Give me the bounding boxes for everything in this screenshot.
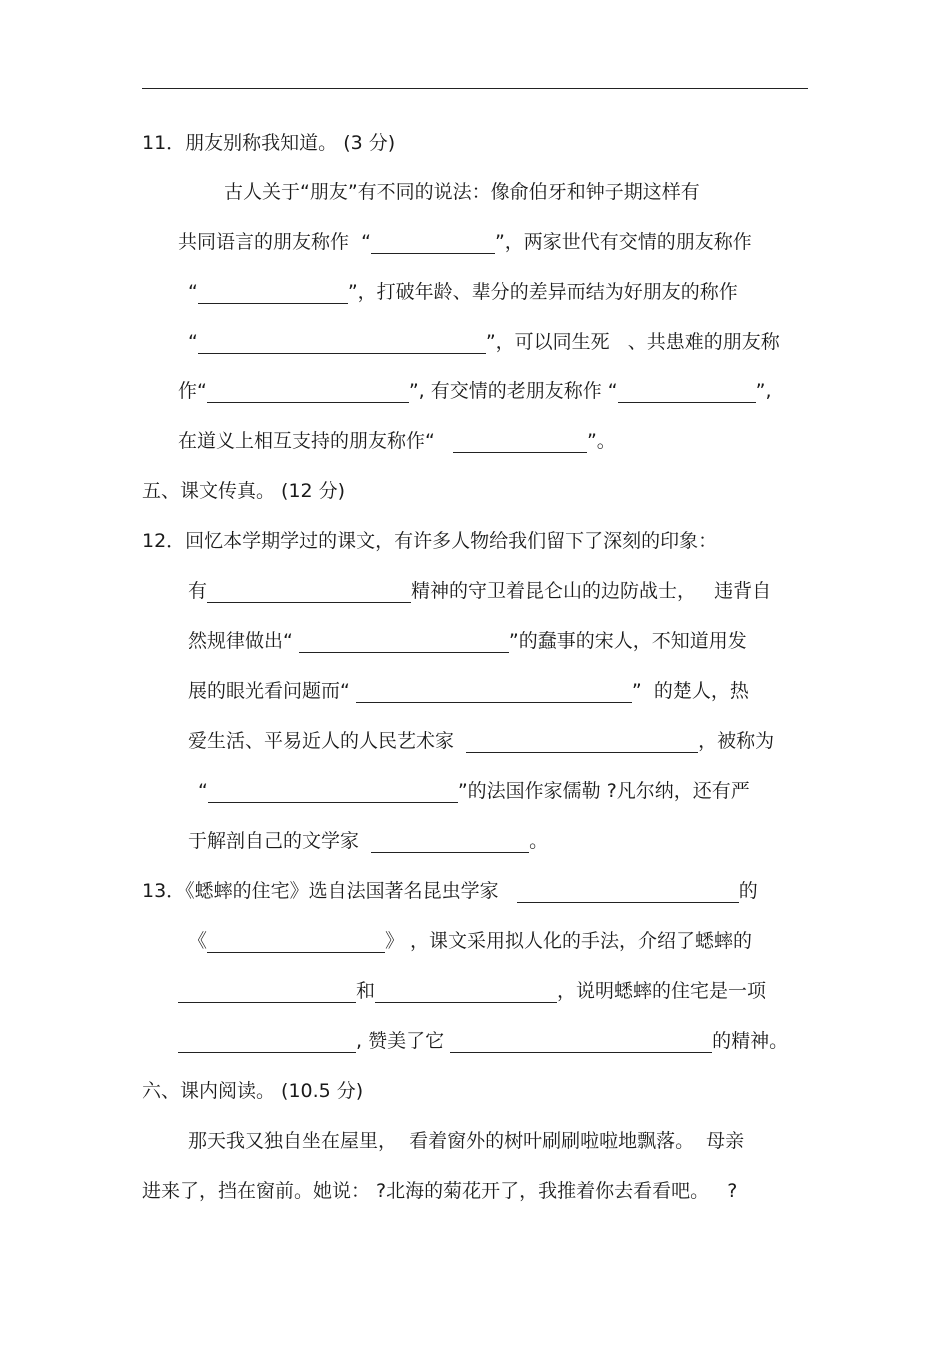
- q11-line-4: “ ”，可以同生死 、共患难的朋友称: [188, 331, 780, 353]
- answer-blank[interactable]: [371, 832, 529, 853]
- q13-line-1: 13．《蟋蟀的住宅》选自法国著名昆虫学家 的: [142, 880, 758, 902]
- answer-blank[interactable]: [207, 582, 411, 603]
- q12-line-6: 于解剖自己的文学家 。: [188, 830, 549, 852]
- answer-blank[interactable]: [198, 283, 348, 304]
- q11-header: 11．朋友别称我知道。 (3 分): [142, 132, 396, 154]
- answer-blank[interactable]: [375, 982, 557, 1003]
- answer-blank[interactable]: [299, 632, 509, 653]
- q13-line-4: , 赞美了它 的精神。: [178, 1029, 788, 1053]
- answer-blank[interactable]: [466, 732, 698, 753]
- q12-line-1: 有 精神的守卫着昆仑山的边防战士， 违背自: [188, 580, 772, 602]
- answer-blank[interactable]: [517, 882, 739, 903]
- q11-line-2: 共同语言的朋友称作 “ ”，两家世代有交情的朋友称作: [178, 231, 752, 253]
- reading-paragraph-line-2: 进来了，挡在窗前。她说： ?北海的菊花开了，我推着你去看看吧。 ?: [142, 1180, 738, 1202]
- answer-blank[interactable]: [207, 382, 409, 403]
- answer-blank[interactable]: [453, 432, 587, 453]
- q11-line-6: 在道义上相互支持的朋友称作“ ”。: [178, 430, 616, 452]
- q11-line-3: “ ”，打破年龄、辈分的差异而结为好朋友的称作: [188, 281, 738, 303]
- q12-line-5: “ ”的法国作家儒勒 ?凡尔纳，还有严: [198, 780, 750, 802]
- answer-blank[interactable]: [618, 382, 756, 403]
- section-6-header: 六、课内阅读。 (10.5 分): [142, 1080, 364, 1102]
- answer-blank[interactable]: [208, 782, 458, 803]
- answer-blank[interactable]: [207, 932, 385, 953]
- q12-line-2: 然规律做出“ ”的蠢事的宋人，不知道用发: [188, 630, 747, 652]
- q12-header: 12．回忆本学期学过的课文，有许多人物给我们留下了深刻的印象：: [142, 530, 718, 552]
- reading-paragraph-line-1: 那天我又独自坐在屋里， 看着窗外的树叶刷刷啦啦地飘落。 母亲: [188, 1130, 745, 1152]
- answer-blank[interactable]: [356, 682, 632, 703]
- answer-blank[interactable]: [178, 982, 356, 1003]
- answer-blank[interactable]: [178, 1032, 356, 1053]
- q12-line-4: 爱生活、平易近人的人民艺术家 ，被称为: [188, 730, 775, 752]
- section-5-header: 五、课文传真。 (12 分): [142, 480, 346, 502]
- answer-blank[interactable]: [198, 333, 486, 354]
- q13-line-3: 和 ，说明蟋蟀的住宅是一项: [178, 979, 766, 1003]
- q13-line-2: 《 》 ，课文采用拟人化的手法，介绍了蟋蟀的: [188, 930, 753, 952]
- q11-line-1: 古人关于“朋友”有不同的说法：像俞伯牙和钟子期这样有: [224, 181, 700, 203]
- q12-line-3: 展的眼光看问题而“ ” 的楚人，热: [188, 680, 749, 702]
- q11-line-5: 作“ ”, 有交情的老朋友称作 “ ”,: [178, 380, 772, 402]
- answer-blank[interactable]: [371, 233, 495, 254]
- answer-blank[interactable]: [450, 1032, 712, 1053]
- top-rule: [142, 88, 808, 89]
